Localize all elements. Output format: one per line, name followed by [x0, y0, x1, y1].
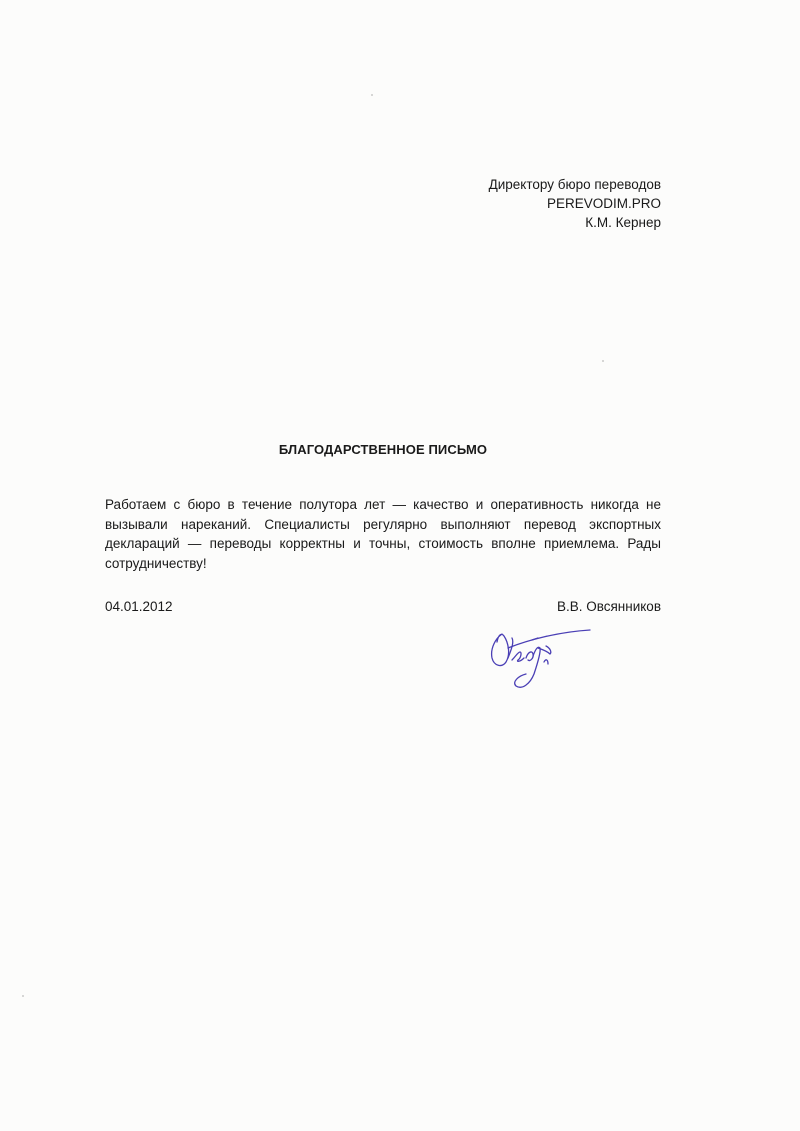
letter-title: БЛАГОДАРСТВЕННОЕ ПИСЬМО	[278, 442, 488, 457]
recipient-position: Директору бюро переводов	[488, 177, 661, 192]
paper-speck	[602, 360, 604, 362]
paper-speck	[371, 94, 373, 96]
recipient-name: К.М. Кернер	[585, 215, 661, 230]
recipient-block	[489, 175, 661, 232]
signer-name: В.В. Овсянников	[556, 599, 661, 614]
letter-date: 04.01.2012	[105, 599, 173, 614]
paper-speck	[22, 995, 24, 997]
recipient-company: PEREVODIM.PRO	[546, 196, 661, 211]
letter-body: Работаем с бюро в течение полутора лет — качество и оперативность никогда не вызывали нареканий. Специалисты регулярно выполняют перевод экспортных деклараций — переводы корректны и точны, стоимость вполне приемлема. Рады сотрудничеству!	[105, 497, 661, 571]
handwritten-signature-icon	[478, 618, 598, 708]
